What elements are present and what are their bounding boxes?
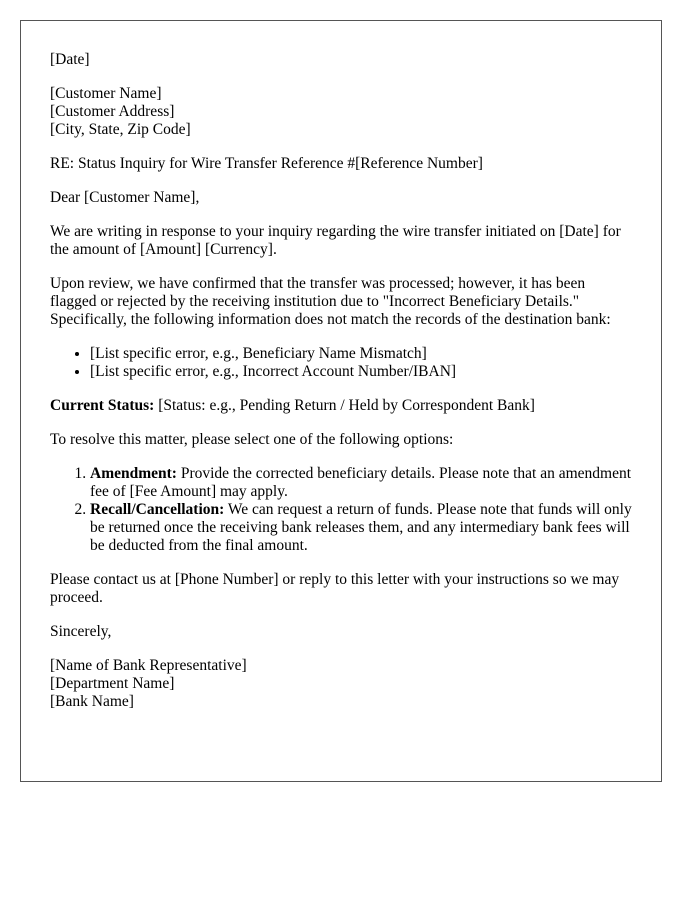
current-status-label: Current Status: (50, 397, 155, 414)
salutation: Dear [Customer Name], (50, 189, 200, 206)
current-status-value: [Status: e.g., Pending Return / Held by Correspondent Bank] (154, 397, 535, 414)
error-list-item: • [List specific error, e.g., Incorrect Account Number/IBAN] (90, 363, 633, 381)
current-status (50, 397, 633, 415)
option-text: We can request a return of funds. Please note that funds will only be returned once the receiving bank releases them, and any intermediary bank fees will be deducted from the final amount. (90, 501, 632, 554)
letter-page (20, 20, 662, 782)
recipient-city-state-zip: [City, State, Zip Code] (50, 121, 191, 138)
options-intro: To resolve this matter, please select one of the following options: (50, 431, 454, 448)
recipient-address: [Customer Address] (50, 103, 175, 120)
error-list (50, 345, 633, 381)
closing: Sincerely, (50, 623, 112, 640)
intro-paragraph: We are writing in response to your inquiry regarding the wire transfer initiated on [Date] for the amount of [Amount] [Currency]. (50, 223, 621, 258)
signature-representative: [Name of Bank Representative] (50, 657, 247, 674)
signature-department: [Department Name] (50, 675, 175, 692)
subject-line: RE: Status Inquiry for Wire Transfer Reference #[Reference Number] (50, 155, 483, 172)
letter-date: [Date] (50, 51, 90, 68)
option-label: Recall/Cancellation: (90, 501, 225, 518)
review-paragraph: Upon review, we have confirmed that the transfer was processed; however, it has been flagged or rejected by the receiving institution due to "Incorrect Beneficiary Details." Specifically, the following information does not match the records of the destination bank: (50, 275, 611, 328)
option-amendment (90, 465, 633, 501)
recipient-name: [Customer Name] (50, 85, 162, 102)
contact-paragraph: Please contact us at [Phone Number] or reply to this letter with your instructions so we may proceed. (50, 571, 620, 606)
error-list-item: • [List specific error, e.g., Beneficiary Name Mismatch] (90, 345, 633, 363)
options-list (50, 465, 633, 555)
option-label: Amendment: (90, 465, 177, 482)
option-text: Provide the corrected beneficiary details. Please note that an amendment fee of [Fee Amount] may apply. (90, 465, 632, 500)
signature-block (50, 657, 633, 711)
recipient-address-block (50, 85, 633, 139)
signature-bank: [Bank Name] (50, 693, 134, 710)
option-recall-cancellation (90, 501, 633, 555)
